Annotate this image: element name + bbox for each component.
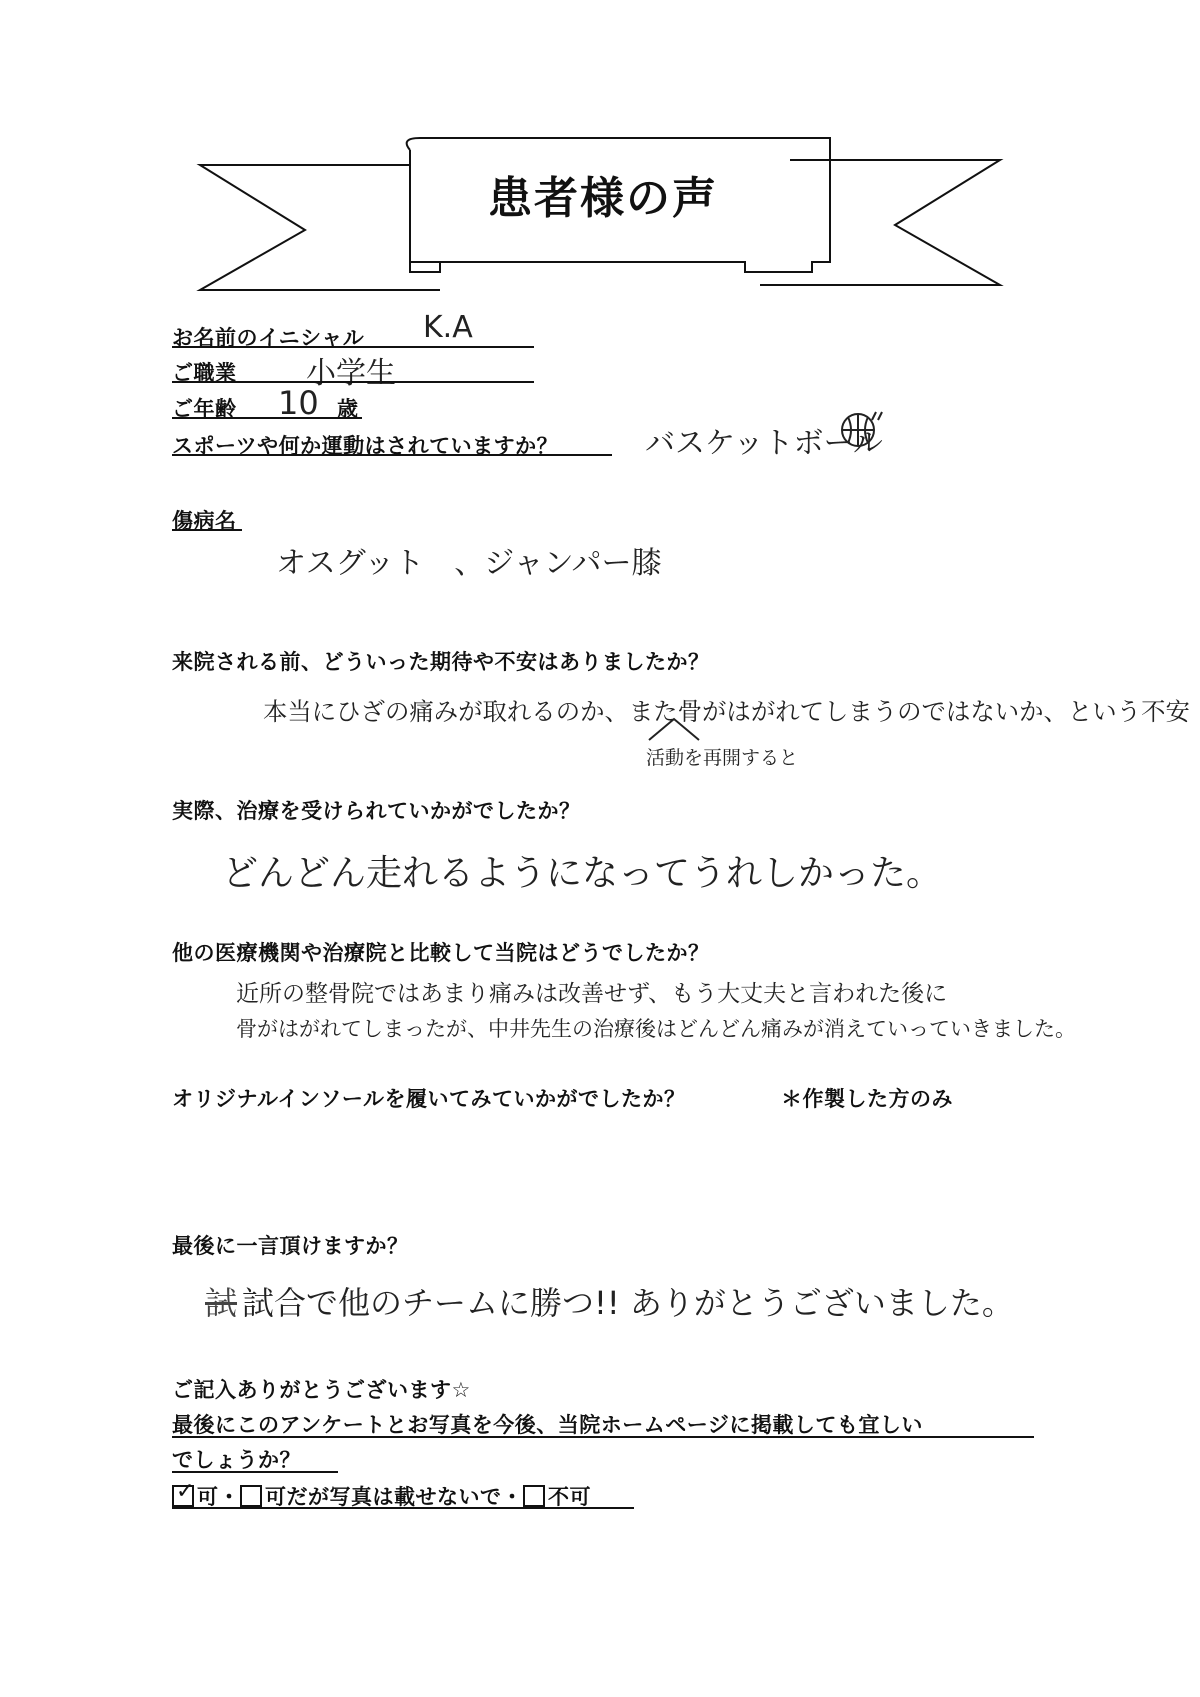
- occupation-underline: [172, 381, 534, 383]
- initials-value: K.A: [423, 310, 473, 345]
- q4-question: オリジナルインソールを履いてみていかがでしたか？: [172, 1087, 686, 1111]
- q5-answer: 試合で他のチームに勝つ!! ありがとうございました。: [242, 1284, 1014, 1322]
- injury-answer: オスグット 、ジャンパー膝: [276, 546, 662, 581]
- title-banner: [0, 0, 1200, 300]
- page-title: 患者様の声: [488, 173, 718, 224]
- checkbox-allow[interactable]: [172, 1479, 195, 1507]
- q1-answer: 本当にひざの痛みが取れるのか、また骨がはがれてしまうのではないか、という不安: [263, 697, 1190, 726]
- injury-underline: [172, 529, 242, 531]
- consent-line1: 最後にこのアンケートとお写真を今後、当院ホームページに掲載しても宜しい: [172, 1413, 923, 1437]
- q1-question: 来院される前、どういった期待や不安はありましたか？: [172, 650, 710, 674]
- option-deny[interactable]: 不可: [523, 1485, 591, 1509]
- q4-note: ＊作製した方のみ: [781, 1087, 953, 1111]
- sports-answer: バスケットボール: [645, 426, 883, 461]
- thanks-text: ご記入ありがとうございます☆: [172, 1378, 471, 1402]
- basketball-icon: [838, 408, 888, 448]
- age-value: 10: [278, 384, 319, 422]
- options-underline: [172, 1507, 634, 1509]
- consent-underline1: [172, 1436, 1034, 1438]
- consent-underline2: [172, 1471, 338, 1473]
- q3-answer-line1: 近所の整骨院ではあまり痛みは改善せず、もう大丈夫と言われた後に: [236, 981, 948, 1007]
- consent-options: ✓ 可・ 可だが写真は載せないで・ 不可: [172, 1481, 591, 1511]
- consent-line2: でしょうか？: [172, 1448, 301, 1472]
- checkbox-allow-no-photo[interactable]: [240, 1485, 262, 1507]
- age-unit: 歳: [337, 397, 359, 421]
- q5-struck: 試: [205, 1284, 238, 1322]
- occupation-value: 小学生: [306, 356, 396, 391]
- occupation-label: ご職業: [172, 361, 237, 385]
- option-allow-no-photo[interactable]: 可だが写真は載せないで: [240, 1485, 502, 1509]
- sports-question: スポーツや何か運動はされていますか？: [172, 434, 559, 458]
- initials-label: お名前のイニシャル: [172, 326, 365, 350]
- injury-label: 傷病名: [172, 509, 237, 533]
- q1-insert: 活動を再開すると: [646, 747, 799, 769]
- q2-question: 実際、治療を受けられていかがでしたか？: [172, 799, 581, 823]
- q2-answer: どんどん走れるようになってうれしかった。: [222, 853, 943, 894]
- checkmark-icon: ✓: [176, 1479, 195, 1504]
- q3-question: 他の医療機関や治療院と比較して当院はどうでしたか？: [172, 941, 710, 965]
- q5-question: 最後に一言頂けますか？: [172, 1234, 409, 1258]
- age-label: ご年齢: [172, 397, 237, 421]
- q3-answer-line2: 骨がはがれてしまったが、中井先生の治療後はどんどん痛みが消えていっていきました。: [236, 1017, 1076, 1041]
- age-underline: [172, 417, 362, 419]
- option-allow[interactable]: ✓ 可: [172, 1485, 219, 1509]
- sports-underline: [172, 454, 612, 456]
- insert-caret: [644, 715, 704, 745]
- checkbox-deny[interactable]: [523, 1485, 545, 1507]
